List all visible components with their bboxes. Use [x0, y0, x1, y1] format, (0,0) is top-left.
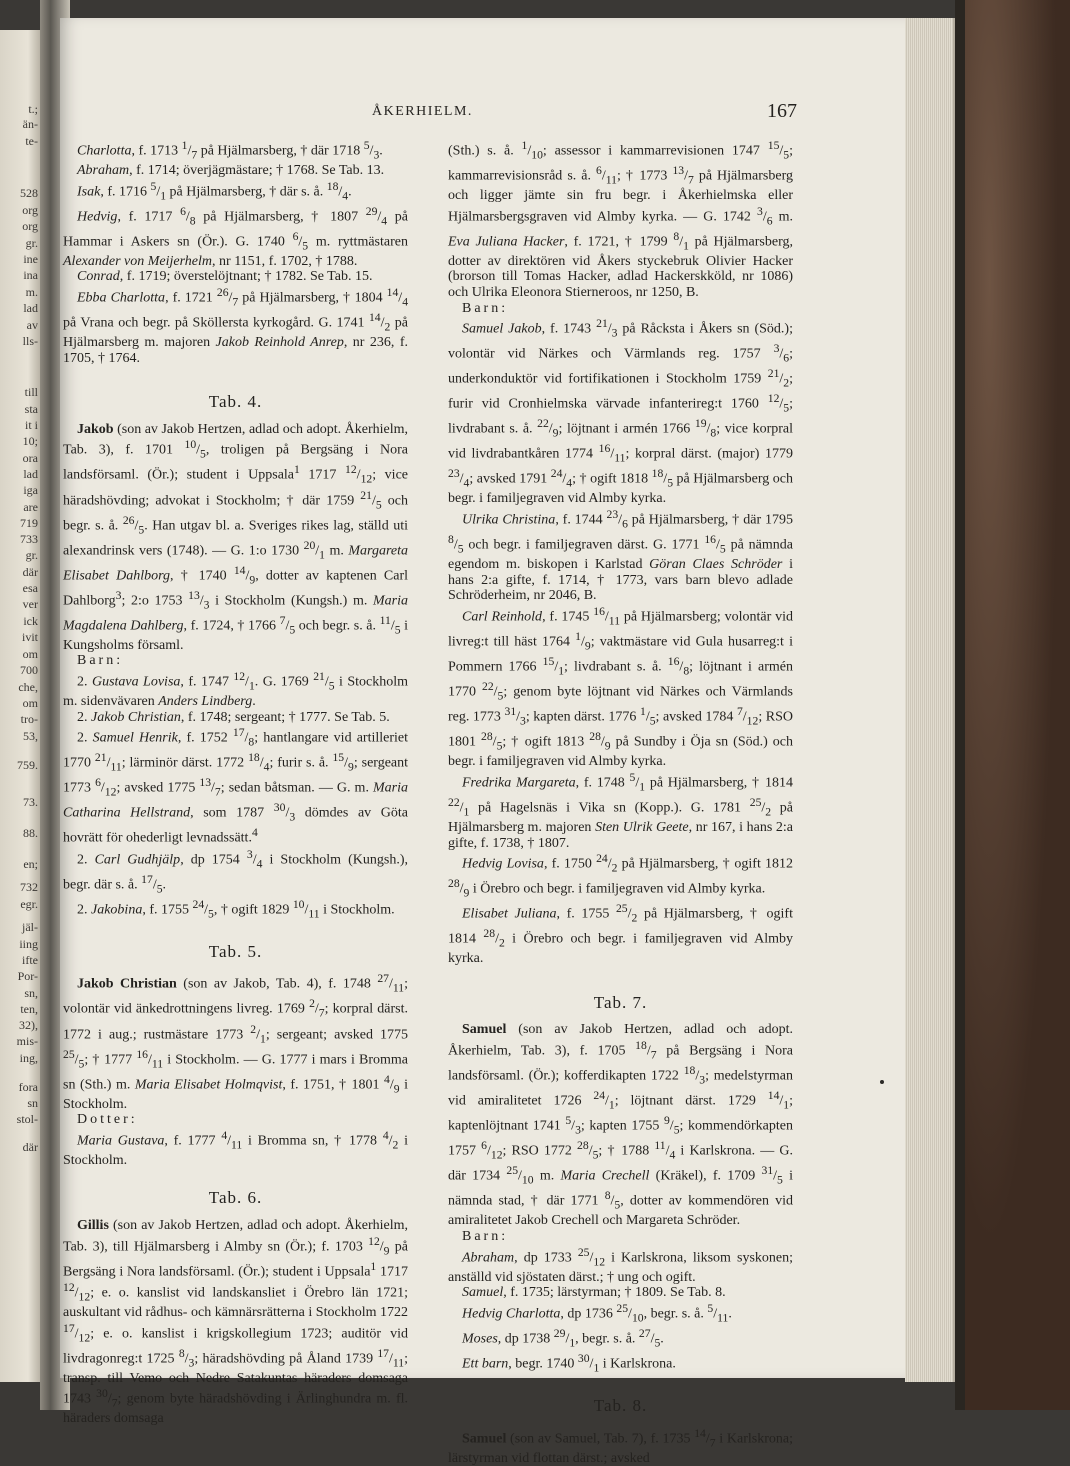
margin-fragment: lad	[23, 301, 38, 315]
margin-fragment: ver	[22, 597, 38, 611]
entry-paragraph: Fredrika Margareta, f. 1748 $^5/_1$ på Hjälmarsberg, † 1814 $^{22}/_1$ på Hagelsnäs i Vika sn (Kopp.). G. 1781 $^{25}/_2$ på Hjälmarsberg m. majoren Sten Ulrik Geete, nr 167, i hans 2:a gifte, f. 1738, † 1807.	[448, 770, 793, 851]
margin-fragment: en;	[23, 857, 38, 871]
entry-paragraph: 2. Jakob Christian, f. 1748; sergeant; † 1777. Se Tab. 5.	[77, 709, 390, 725]
margin-fragment: ick	[23, 614, 38, 628]
children-label: Barn:	[462, 300, 509, 316]
entry-paragraph: Hedvig, f. 1717 $^6/_8$ på Hjälmarsberg, † 1807 $^{29}/_4$ på Hammar i Askers sn (Ör.). G. 1740 $^6/_5$ m. ryttmästaren Alexander von Meijerhelm, nr 1151, f. 1702, † 1788.	[63, 204, 408, 269]
entry-paragraph: (Sth.) s. å. $^1/_{10}$; assessor i kammarrevisionen 1747 $^{15}/_5$; kammarrevisionsråd s. å. $^6/_{11}$; † 1773 $^{13}/_7$ på Hjälmarsberg och ligger jämte sin fru begr. i Åkerhielmska eller Hjälmarsbergsgraven vid Almby kyrka. — G. 1742 $^3/_6$ m. Eva Juliana Hacker, f. 1721, † 1799 $^8/_1$ på Hjälmarsberg, dotter av direktören vid Åkers styckebruk Olivier Hacker (brorson till Tomas Hacker, adlad Hackerskköld, nr 1086) och Ulrika Eleonora Stierneroos, nr 1250, B.	[448, 139, 794, 300]
margin-fragment: lad	[23, 467, 38, 481]
margin-fragment: 53,	[23, 729, 38, 743]
margin-fragment: iing	[19, 937, 38, 951]
margin-fragment: 73.	[23, 795, 38, 809]
margin-fragment: che,	[18, 680, 38, 694]
margin-fragment: 759.	[17, 758, 38, 772]
margin-fragment: där	[22, 565, 38, 579]
margin-fragment: org	[22, 219, 38, 233]
margin-fragment: ora	[22, 451, 38, 465]
entry-paragraph: Jakob Christian (son av Jakob, Tab. 4), f. 1748 $^{27}/_{11}$; volontär vid änkedrottningens livreg. 1769 $^2/_7$; korpral därst. 1772 i aug.; rustmästare 1773 $^2/_1$; sergeant; avsked 1775 $^{25}/_5$; † 1777 $^{16}/_{11}$ i Stockholm. — G. 1777 i mars i Bromma sn (Sth.) m. Maria Elisabet Holmqvist, f. 1751, † 1801 $^4/_9$ i Stockholm.	[63, 972, 409, 1112]
entry-paragraph: Moses, dp 1738 $^{29}/_1$, begr. s. å. $^{27}/_5$.	[462, 1326, 664, 1350]
margin-fragment: 700	[20, 663, 38, 677]
entry-paragraph: Ett barn, begr. 1740 $^{30}/_1$ i Karlskrona.	[462, 1351, 676, 1375]
page-number: 167	[767, 100, 797, 122]
entry-paragraph: Samuel Jakob, f. 1743 $^{21}/_3$ på Råcksta i Åkers sn (Söd.); volontär vid Närkes och Värmlands reg. 1757 $^3/_6$; underkonduktör vid fortifikationen i Stockholm 1759 $^{21}/_2$; furir vid Cronhielmska värvade infanterireg:t 1760 $^{12}/_5$; livdrabant s. å. $^{22}/_9$; löjtnant i armén 1766 $^{19}/_8$; vice korpral vid livdrabantkåren 1774 $^{16}/_{11}$; korpral därst. (major) 1779 $^{23}/_4$; avsked 1791 $^{24}/_4$; † ogift 1818 $^{18}/_5$ på Hjälmarsberg och begr. i familjegraven vid Almby kyrka.	[448, 317, 794, 507]
margin-fragment: iga	[23, 483, 38, 497]
entry-paragraph: 2. Jakobina, f. 1755 $^{24}/_5$, † ogift 1829 $^{10}/_{11}$ i Stockholm.	[77, 897, 395, 921]
children-label: Dotter:	[77, 1112, 138, 1128]
margin-dot	[880, 1080, 884, 1084]
entry-paragraph: 2. Carl Gudhjälp, dp 1754 $^3/_4$ i Stockholm (Kungsh.), begr. där s. å. $^{17}/_5$.	[63, 847, 409, 896]
section-heading: Tab. 7.	[593, 992, 648, 1012]
entry-paragraph: Abraham, dp 1733 $^{25}/_{12}$ i Karlskrona, liksom syskonen; anställd vid sjöstaten därst.; † ung och ogift.	[448, 1245, 793, 1285]
margin-fragment: gr.	[25, 548, 38, 562]
section-heading: Tab. 5.	[208, 941, 263, 961]
section-heading: Tab. 8.	[593, 1395, 648, 1415]
entry-paragraph: Ebba Charlotta, f. 1721 $^{26}/_7$ på Hjälmarsberg, † 1804 $^{14}/_4$ på Vrana och begr. på Sköllersta kyrkogård. G. 1741 $^{14}/_2$ på Hjälmarsberg m. majoren Jakob Reinhold Anrep, nr 236, f. 1705, † 1764.	[63, 285, 409, 366]
margin-fragment: ten,	[20, 1002, 38, 1016]
margin-fragment: egr.	[20, 897, 38, 911]
running-head: ÅKERHIELM.	[372, 104, 473, 119]
page-stack-edges	[905, 18, 955, 1382]
entry-paragraph: Elisabet Juliana, f. 1755 $^{25}/_2$ på Hjälmarsberg, † ogift 1814 $^{28}/_2$ i Örebro och begr. i familjegraven vid Almby kyrka.	[448, 902, 793, 967]
entry-paragraph: Samuel, f. 1735; lärstyrman; † 1809. Se Tab. 8.	[462, 1285, 726, 1301]
margin-fragment: 88.	[23, 826, 38, 840]
previous-page-edge	[0, 30, 40, 1382]
margin-fragment: ina	[23, 268, 38, 282]
margin-fragment: fora	[18, 1080, 38, 1094]
margin-fragment: ine	[23, 252, 38, 266]
margin-fragment: där	[22, 1140, 38, 1154]
margin-fragment: sn,	[24, 986, 38, 1000]
margin-fragment: av	[26, 318, 38, 332]
margin-fragment: 732	[20, 880, 38, 894]
entry-paragraph: Ulrika Christina, f. 1744 $^{23}/_6$ på Hjälmarsberg, † där 1795 $^8/_5$ och begr. i familjegraven därst. G. 1771 $^{16}/_5$ på nämnda egendom m. biskopen i Karlstad Göran Claes Schröder i hans 2:a gifte, f. 1714, † 1773, vars barn blevo adlade Schröderheim, nr 2046, B.	[448, 508, 794, 604]
margin-fragment: sta	[24, 402, 38, 416]
entry-paragraph: Conrad, f. 1719; överstelöjtnant; † 1782. Se Tab. 15.	[77, 269, 373, 285]
entry-paragraph: Isak, f. 1716 $^5/_1$ på Hjälmarsberg, † där s. å. $^{18}/_4$.	[77, 179, 352, 203]
margin-fragment: jäl-	[22, 920, 38, 934]
right-column	[448, 138, 793, 1466]
margin-fragment: än-	[22, 117, 38, 131]
margin-fragment: tro-	[20, 712, 38, 726]
margin-fragment: ing,	[19, 1051, 38, 1065]
entry-paragraph: Hedvig Lovisa, f. 1750 $^{24}/_2$ på Hjälmarsberg, † ogift 1812 $^{28}/_9$ i Örebro och begr. i familjegraven vid Almby kyrka.	[448, 852, 793, 900]
margin-fragment: t.;	[28, 102, 38, 116]
margin-fragment: om	[22, 647, 38, 661]
children-label: Barn:	[462, 1229, 509, 1244]
margin-fragment: 528	[20, 186, 38, 200]
entry-paragraph: Maria Gustava, f. 1777 $^4/_{11}$ i Bromma sn, † 1778 $^4/_2$ i Stockholm.	[63, 1128, 408, 1168]
page-header	[60, 100, 910, 126]
book-page	[60, 18, 910, 1466]
margin-fragment: 32),	[19, 1018, 38, 1032]
margin-fragment: 733	[20, 532, 38, 546]
margin-fragment: m.	[25, 285, 38, 299]
entry-paragraph: 2. Samuel Henrik, f. 1752 $^{17}/_8$; hantlangare vid artilleriet 1770 $^{21}/_{11}$; lärminör därst. 1772 $^{18}/_4$; furir s. å. $^{15}/_9$; sergeant 1773 $^6/_{12}$; avsked 1775 $^{13}/_7$; sedan båtsman. — G. m. Maria Catharina Hellstrand, som 1787 $^{30}/_3$ dömdes av Göta hovrätt för ohederligt levnadssätt.$^4$	[63, 726, 409, 847]
margin-fragment: ivit	[21, 630, 38, 644]
margin-fragment: are	[23, 500, 38, 514]
entry-paragraph: Charlotta, f. 1713 $^1/_7$ på Hjälmarsberg, † där 1718 $^5/_3$.	[77, 139, 383, 162]
margin-fragment: lls-	[22, 334, 38, 348]
children-label: Barn:	[77, 653, 124, 669]
margin-fragment: org	[22, 203, 38, 217]
section-heading: Tab. 4.	[208, 392, 263, 412]
left-column	[63, 138, 408, 1427]
entry-paragraph: Samuel (son av Samuel, Tab. 7), f. 1735 $^{14}/_7$ i Karlskrona; lärstyrman vid flottan därst.; avsked	[448, 1426, 793, 1466]
margin-fragment: Por-	[17, 969, 38, 983]
margin-fragment: mis-	[16, 1034, 38, 1048]
margin-fragment: om	[22, 696, 38, 710]
margin-fragment: stol-	[16, 1112, 38, 1126]
margin-fragment: te-	[25, 134, 38, 148]
margin-fragment: 719	[20, 516, 38, 530]
margin-fragment: esa	[22, 581, 38, 595]
marbled-cover-board	[955, 0, 1070, 1410]
entry-paragraph: Jakob (son av Jakob Hertzen, adlad och adopt. Åkerhielm, Tab. 3), f. 1701 $^{10}/_5$, troligen på Bergsäng i Nora landsförsaml. (Ör.); student i Uppsala$^1$ 1717 $^{12}/_{12}$; vice häradshövding; advokat i Stockholm; † där 1759 $^{21}/_5$ och begr. s. å. $^{26}/_5$. Han utgav bl. a. Sveriges rikes lag, ställd uti alexandrinsk vers (1748). — G. 1:o 1730 $^{20}/_1$ m. Margareta Elisabet Dahlborg, † 1740 $^{14}/_9$, dotter av kaptenen Carl Dahlborg$^3$; 2:o 1753 $^{13}/_3$ i Stockholm (Kungsh.) m. Maria Magdalena Dahlberg, f. 1724, † 1766 $^7/_5$ och begr. s. å. $^{11}/_5$ i Kungsholms församl.	[63, 421, 409, 653]
margin-fragment: it i	[24, 418, 38, 432]
entry-paragraph: Samuel (son av Jakob Hertzen, adlad och adopt. Åkerhielm, Tab. 3), f. 1705 $^{18}/_7$ på Bergsäng i Nora landsförsaml. (Ör.); kofferdikapten 1722 $^{18}/_3$; medelstyrman vid amiralitetet 1726 $^{24}/_1$; löjtnant därst. 1729 $^{14}/_1$; kaptenlöjtnant 1741 $^5/_3$; kapten 1755 $^9/_5$; kommendörkapten 1757 $^6/_{12}$; RSO 1772 $^{28}/_5$; † 1788 $^{11}/_4$ i Karlskrona. — G. där 1734 $^{25}/_{10}$ m. Maria Crechell (Kräkel), f. 1709 $^{31}/_5$ i nämnda stad, † där 1771 $^8/_5$, dotter av kommendören vid amiralitetet Jakob Crechell och Margareta Schröder.	[448, 1022, 794, 1229]
margin-fragment: sn	[27, 1096, 38, 1110]
margin-fragment: till	[24, 385, 38, 399]
entry-paragraph: Carl Reinhold, f. 1745 $^{16}/_{11}$ på Hjälmarsberg; volontär vid livreg:t till häst 1764 $^1/_9$; vaktmästare vid Gula husarreg:t i Pommern 1766 $^{15}/_1$; livdrabant s. å. $^{16}/_8$; löjtnant i armén 1770 $^{22}/_5$; genom byte löjtnant vid Närkes och Värmlands reg. 1773 $^{31}/_3$; kapten därst. 1776 $^1/_5$; avsked 1784 $^7/_{12}$; RSO 1801 $^{28}/_5$; † ogift 1813 $^{28}/_9$ på Sundby i Öja sn (Söd.) och begr. i familjegraven vid Almby kyrka.	[448, 604, 794, 770]
section-heading: Tab. 6.	[208, 1188, 263, 1208]
margin-fragment: 10;	[22, 434, 38, 448]
entry-paragraph: Gillis (son av Jakob Hertzen, adlad och adopt. Åkerhielm, Tab. 3), till Hjälmarsberg i Almby sn (Ör.); f. 1703 $^{12}/_9$ på Bergsäng i Nora landsförsaml. (Ör.); student i Uppsala$^1$ 1717 $^{12}/_{12}$; e. o. kanslist vid landskansliet i Örebro län 1721; auskultant vid rådhus- och kämnärsrätterna i Stockholm 1722 $^{17}/_{12}$; e. o. kanslist i krigskollegium 1723; auditör vid livdragonreg:t 1725 $^8/_3$; häradshövding på Åland 1739 $^{17}/_{11}$; transp. till Vemo och Nedre Satakuntas häraders domsaga 1743 $^{30}/_7$; genom byte häradshövding i Ärlinghundra m. fl. häraders domsaga	[63, 1218, 409, 1427]
entry-paragraph: 2. Gustava Lovisa, f. 1747 $^{12}/_1$. G. 1769 $^{21}/_5$ i Stockholm m. sidenvävaren Anders Lindberg.	[63, 670, 409, 710]
margin-fragment: ifte	[22, 953, 38, 967]
entry-paragraph: Abraham, f. 1714; överjägmästare; † 1768. Se Tab. 13.	[77, 163, 385, 179]
margin-fragment: gr.	[25, 236, 38, 250]
entry-paragraph: Hedvig Charlotta, dp 1736 $^{25}/_{10}$, begr. s. å. $^5/_{11}$.	[462, 1301, 732, 1325]
